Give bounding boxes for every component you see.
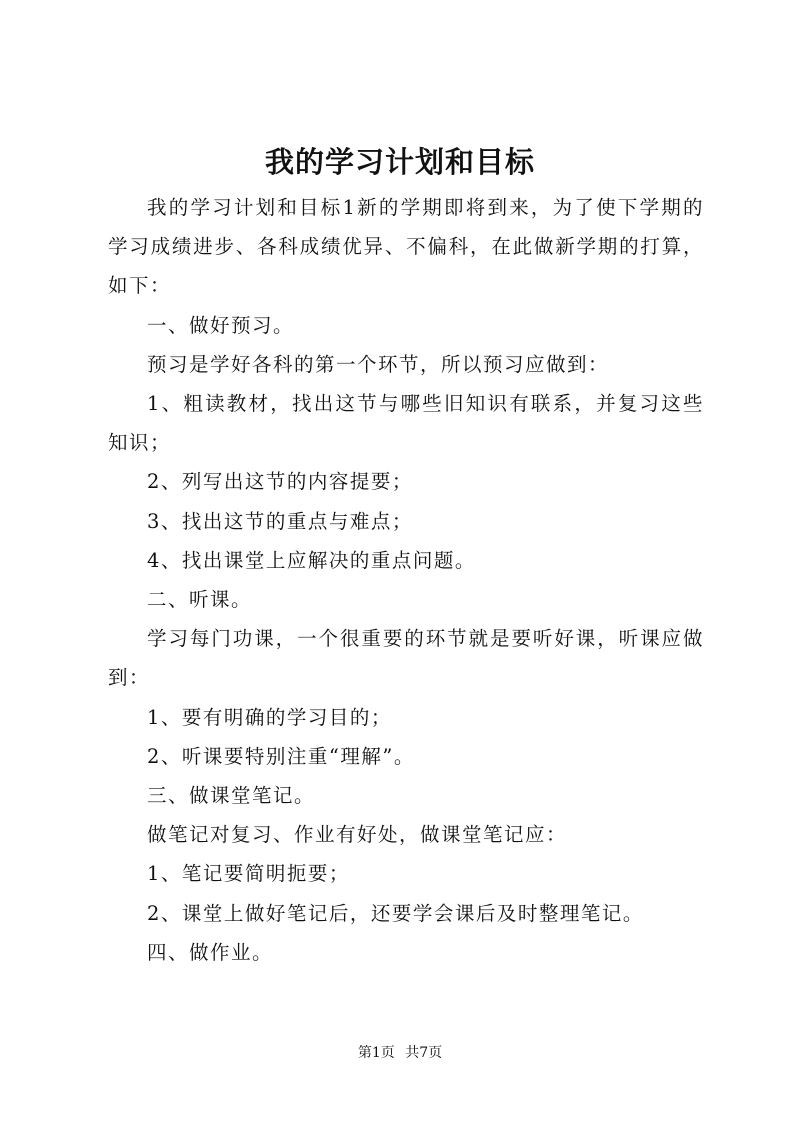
document-body (108, 188, 704, 972)
document-title: 我的学习计划和目标 (264, 145, 535, 179)
paragraph: 四、做作业。 (147, 940, 274, 964)
paragraph: 1、粗读教材，找出这节与哪些旧知识有联系，并复习这些知识； (108, 392, 704, 455)
paragraph: 我的学习计划和目标1新的学期即将到来，为了使下学期的学习成绩进步、各科成绩优异、不偏科，在此做新学期的打算，如下： (108, 196, 704, 298)
paragraph: 预习是学好各科的第一个环节，所以预习应做到： (147, 352, 610, 376)
page-footer (0, 1043, 800, 1063)
paragraph: 3、找出这节的重点与难点； (147, 509, 413, 533)
paragraph: 三、做课堂笔记。 (147, 784, 316, 808)
paragraph: 2、听课要特别注重“理解”。 (147, 744, 415, 768)
paragraph: 4、找出课堂上应解决的重点问题。 (147, 548, 476, 572)
page-total: 共7页 (405, 1045, 443, 1061)
paragraph: 1、笔记要简明扼要； (147, 862, 350, 886)
paragraph: 2、课堂上做好笔记后，还要学会课后及时整理笔记。 (147, 901, 644, 925)
page-number: 第1页 (357, 1045, 395, 1061)
paragraph: 做笔记对复习、作业有好处，做课堂笔记应： (147, 823, 568, 847)
paragraph: 二、听课。 (147, 588, 253, 612)
paragraph: 一、做好预习。 (147, 313, 295, 337)
paragraph: 学习每门功课，一个很重要的环节就是要听好课，听课应做到： (108, 627, 704, 690)
paragraph: 2、列写出这节的内容提要； (147, 470, 413, 494)
paragraph: 1、要有明确的学习目的； (147, 705, 392, 729)
